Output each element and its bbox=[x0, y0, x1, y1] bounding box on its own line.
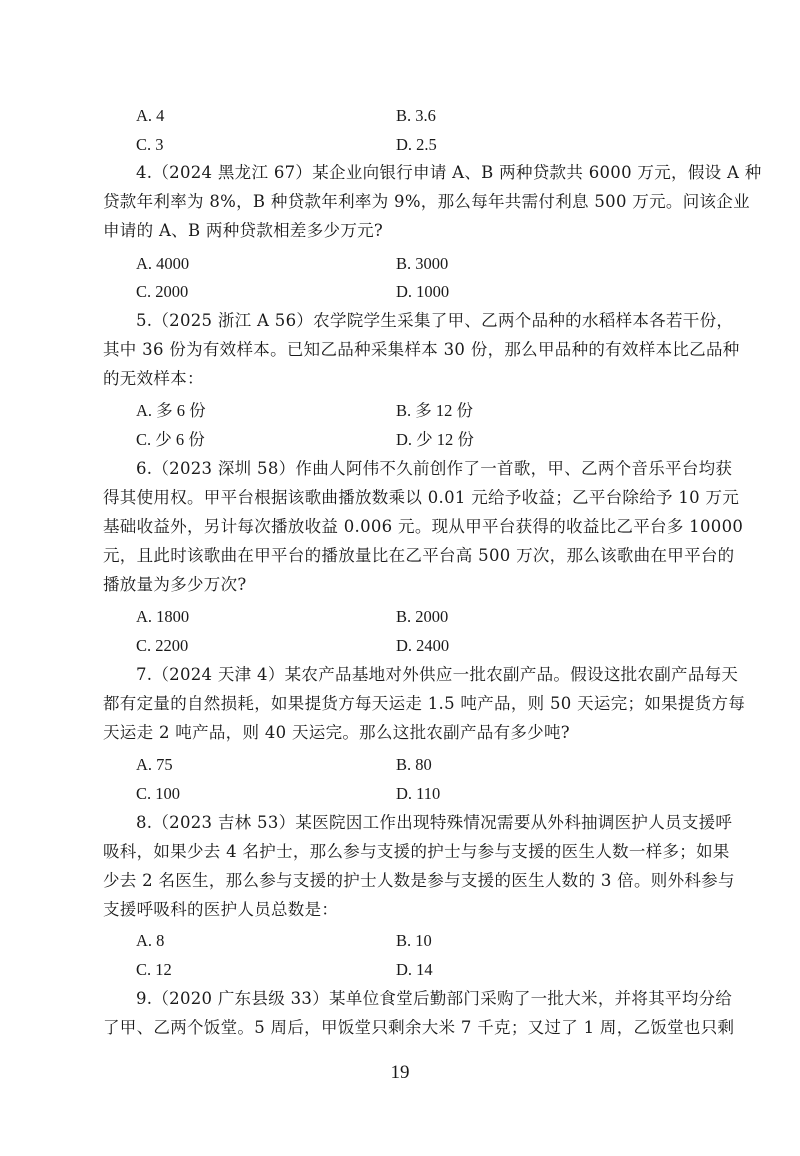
question-stem: 4.（2024 黑龙江 67）某企业向银行申请 A、B 两种贷款共 6000 万元，假设 A 种 bbox=[136, 163, 762, 182]
option-d: D. 14 bbox=[396, 960, 433, 979]
question-stem: 贷款年利率为 8%，B 种贷款年利率为 9%，那么每年共需付利息 500 万元。问该企业 bbox=[103, 192, 750, 211]
option-b: B. 80 bbox=[396, 755, 432, 774]
option-a: A. 8 bbox=[136, 931, 165, 950]
option-a: A. 75 bbox=[136, 755, 173, 774]
question-stem: 基础收益外，另计每次播放收益 0.006 元。现从甲平台获得的收益比乙平台多 10000 bbox=[103, 517, 744, 536]
page-number: 19 bbox=[390, 1062, 410, 1083]
question-stem: 少去 2 名医生，那么参与支援的护士人数是参与支援的医生人数的 3 倍。则外科参与 bbox=[103, 871, 735, 890]
question-stem: 支援呼吸科的医护人员总数是： bbox=[103, 900, 339, 919]
question-stem: 9.（2020 广东县级 33）某单位食堂后勤部门采购了一批大米，并将其平均分给 bbox=[136, 989, 733, 1008]
question-stem: 5.（2025 浙江 A 56）农学院学生采集了甲、乙两个品种的水稻样本各若干份， bbox=[136, 311, 734, 330]
option-d: D. 少 12 份 bbox=[396, 430, 474, 449]
option-c: C. 3 bbox=[136, 135, 164, 154]
option-d: D. 1000 bbox=[396, 282, 450, 301]
option-c: C. 少 6 份 bbox=[136, 430, 205, 449]
option-b: B. 多 12 份 bbox=[396, 401, 474, 420]
option-b: B. 2000 bbox=[396, 607, 449, 626]
option-c: C. 2000 bbox=[136, 282, 189, 301]
option-c: C. 2200 bbox=[136, 636, 189, 655]
option-d: D. 110 bbox=[396, 784, 441, 803]
question-stem: 天运走 2 吨产品，则 40 天运完。那么这批农副产品有多少吨? bbox=[103, 723, 570, 742]
question-stem: 6.（2023 深圳 58）作曲人阿伟不久前创作了一首歌，甲、乙两个音乐平台均获 bbox=[136, 459, 733, 478]
question-stem: 8.（2023 吉林 53）某医院因工作出现特殊情况需要从外科抽调医护人员支援呼 bbox=[136, 813, 733, 832]
option-a: A. 多 6 份 bbox=[136, 401, 206, 420]
option-b: B. 3.6 bbox=[396, 106, 436, 125]
option-b: B. 10 bbox=[396, 931, 432, 950]
question-stem: 其中 36 份为有效样本。已知乙品种采集样本 30 份，那么甲品种的有效样本比乙品种 bbox=[103, 340, 740, 359]
question-stem: 都有定量的自然损耗，如果提货方每天运走 1.5 吨产品，则 50 天运完；如果提货方每 bbox=[103, 694, 746, 713]
option-d: D. 2400 bbox=[396, 636, 450, 655]
option-c: C. 100 bbox=[136, 784, 181, 803]
option-a: A. 4000 bbox=[136, 254, 190, 273]
question-stem: 播放量为多少万次? bbox=[103, 575, 247, 594]
question-stem: 吸科，如果少去 4 名护士，那么参与支援的护士与参与支援的医生人数一样多；如果 bbox=[103, 842, 730, 861]
question-stem: 7.（2024 天津 4）某农产品基地对外供应一批农副产品。假设这批农副产品每天 bbox=[136, 665, 739, 684]
option-b: B. 3000 bbox=[396, 254, 449, 273]
question-stem: 了甲、乙两个饭堂。5 周后，甲饭堂只剩余大米 7 千克；又过了 1 周，乙饭堂也只剩 bbox=[103, 1018, 735, 1037]
option-a: A. 4 bbox=[136, 106, 165, 125]
question-stem: 的无效样本： bbox=[103, 369, 204, 388]
option-c: C. 12 bbox=[136, 960, 172, 979]
option-d: D. 2.5 bbox=[396, 135, 437, 154]
question-stem: 元，且此时该歌曲在甲平台的播放量比在乙平台高 500 万次，那么该歌曲在甲平台的 bbox=[103, 546, 735, 565]
option-a: A. 1800 bbox=[136, 607, 190, 626]
question-stem: 得其使用权。甲平台根据该歌曲播放数乘以 0.01 元给予收益；乙平台除给予 10 万元 bbox=[103, 488, 740, 507]
question-stem: 申请的 A、B 两种贷款相差多少万元? bbox=[103, 221, 384, 240]
